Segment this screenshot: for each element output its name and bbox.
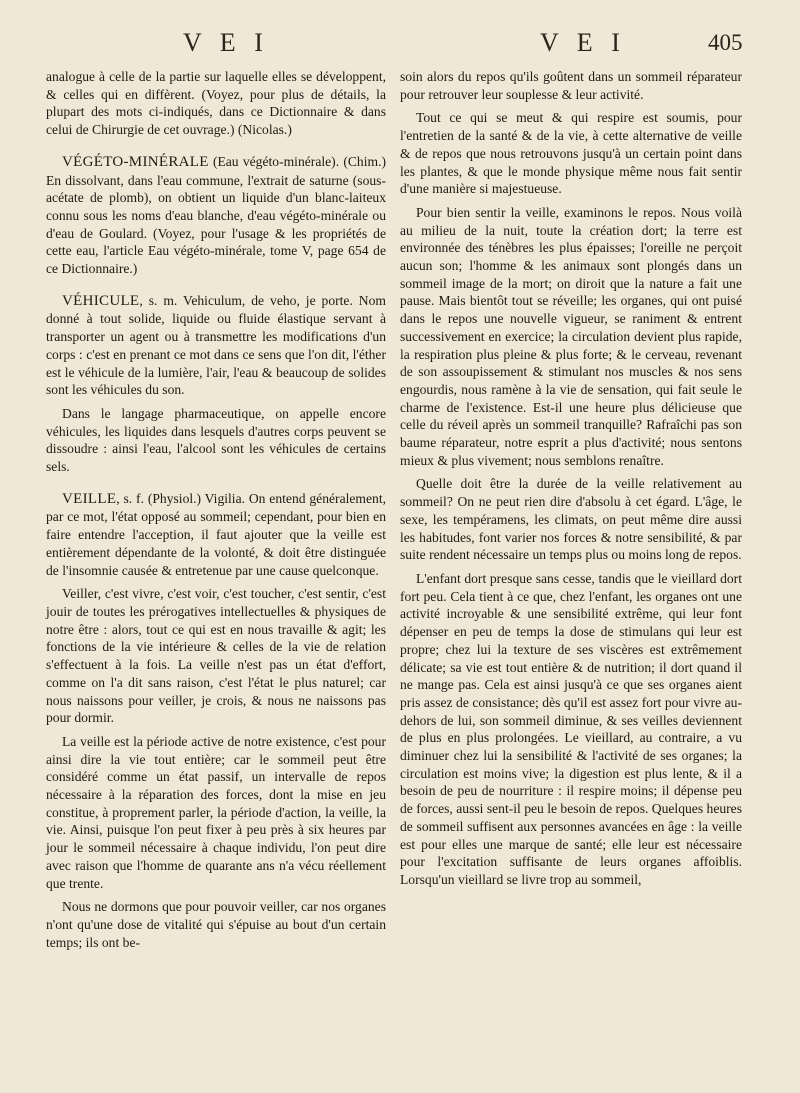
entry-headword: VÉGÉTO-MINÉRALE [62, 153, 209, 170]
right-column [400, 68, 742, 895]
paragraph-text: soin alors du repos qu'ils goûtent dans un sommeil réparateur pour retrouver leur souplesse & leur activité. [400, 69, 742, 102]
paragraph-text: , s. m. Vehiculum, de veho, je porte. Nom donné à tout solide, liquide ou fluide élastique servant à transporter un agent ou à transmettre les modifications d'un corps : c'est en prenant ce mot dans ce sens que l'on dit, l'éther est le véhicule de la lumière, l'air, l'eau & beaucoup de solides sont les véhicules du son. [46, 292, 386, 398]
paragraph-text: , s. f. (Physiol.) Vigilia. On entend généralement, par ce mot, l'état opposé au sommeil; cependant, pour bien en faire entendre l'acception, il faut ajouter que la veille est entièrement dépendante de la volonté, & doit être distinguée de l'insomnie causée & entretenue par une cause quelconque. [46, 490, 386, 578]
paragraph-text: Dans le langage pharmaceutique, on appelle encore véhicules, les liquides dans lesquels d'autres corps peuvent se dissoudre : ainsi l'eau, l'alcool sont les véhicules de certains sels. [46, 405, 386, 475]
paragraph-text: analogue à celle de la partie sur laquelle elles se développent, & celles qui en diffèrent. (Voyez, pour plus de détails, la plupart des mots ci-indiqués, dans ce Dictionnaire & dans celui de Chirurgie de cet ouvrage.) (Nicolas.) [46, 69, 386, 138]
dictionary-entry [46, 153, 386, 278]
paragraph-text: (Eau végéto-minérale). (Chim.) En dissolvant, dans l'eau commune, l'extrait de saturne (sous-acétate de plomb), on obtient un liquide d'un blanc-laiteux connu sous les noms d'eau blanche, d'eau végéto-minérale ou d'eau de Goulard. (Voyez, pour l'usage & les propriétés de cette eau, l'article Eau végéto-minérale, tome V, page 654 de ce Dictionnaire.) [46, 153, 386, 277]
paragraph-text: La veille est la période active de notre existence, c'est pour ainsi dire la vie tout entière; car le sommeil peut être considéré comme un état passif, un intervalle de repos nécessaire à la réparation des forces, dont la mise en jeu constitue, à proprement parler, la période d'action, la veille, la vie. Ainsi, puisque l'on peut fixer à peu près à six heures par jour le sommeil nécessaire à chaque individu, l'on peut dire avec raison que l'homme de quarante ans n'a vécu réellement que trente. [46, 733, 386, 891]
entry-headword: VEILLE [62, 490, 117, 507]
running-head-left: V E I [183, 28, 269, 57]
body-paragraph [46, 898, 386, 951]
continuation-paragraph [400, 68, 742, 103]
body-paragraph [400, 204, 742, 470]
body-paragraph [46, 405, 386, 476]
running-head-right: V E I [540, 28, 626, 57]
dictionary-entry [46, 292, 386, 399]
body-paragraph [46, 733, 386, 892]
continuation-paragraph [46, 68, 386, 139]
body-paragraph [46, 585, 386, 727]
body-paragraph [400, 570, 742, 889]
paragraph-text: L'enfant dort presque sans cesse, tandis que le vieillard dort fort peu. Cela tient à ce que, chez l'enfant, les organes ont une activité incroyable & une sensibilité extrême, qui leur font dépenser en peu de temps la dose de stimulans qui leur est propre; chez lui la texture de ses viscères est extrêmement délicate; sa vie est tout entière & de nutrition; il dort quand il ne mange pas. Cela est ainsi jusqu'à ce que ses organes aient pris assez de consistance; dès qu'il est assez fort pour vivre au-dehors de lui, son sommeil diminue, & ses veilles deviennent de plus en plus prolongées. Le vieillard, au contraire, a vu diminuer chez lui la sensibilité & l'activité de ses organes; la circulation est moins vive; la digestion est plus lente, & il a besoin de peu de nourriture : il respire moins; il dépense peu de forces, aussi sent-il peu le besoin de repos. Quelques heures de sommeil suffisent aux personnes avancées en âge : la veille est pour elles une marque de santé; elle leur est nécessaire pour l'excitation suffisante de leurs organes affoiblis. Lorsqu'un vieillard se livre trop au sommeil, [400, 570, 743, 887]
dictionary-entry [46, 490, 386, 580]
body-paragraph [400, 475, 742, 564]
paragraph-text: Pour bien sentir la veille, examinons le repos. Nous voilà au milieu de la nuit, toute la création dort; la terre est environnée des ténèbres les plus épaisses; l'oreille ne perçoit aucun son; l'homme & les animaux sont plongés dans un sommeil image de la mort; on diroit que la nature a fait une pause. Mais bientôt tout se réveille; les organes, qui ont puisé dans le repos une nouvelle vigueur, se raniment & entrent successivement en exercice; la circulation devient plus rapide, la respiration plus pleine & plus forte; & le cerveau, revenant de son assoupissement & stimulant nos muscles & nos sens engourdis, nous ramène à la vie de sensation, qui fait seule le charme de l'existence. Est-il une heure plus délicieuse que celle du réveil après un sommeil tranquille? Rafraîchi pas son baume réparateur, notre esprit a plus d'activité; nous sentons mieux & plus vivement; nous semblons renaître. [400, 204, 742, 468]
page-number: 405 [708, 30, 743, 55]
paragraph-text: Nous ne dormons que pour pouvoir veiller, car nos organes n'ont qu'une dose de vitalité qui s'épuise au bout d'un certain temps; ils ont be- [46, 899, 386, 950]
paragraph-text: Tout ce qui se meut & qui respire est soumis, pour l'entretien de la santé & de la vie, à cette alternative de veille & de repos que nous retrouvons jusqu'à un certain point dans les plantes, & que le monde physique même nous fait sentir d'une manière si majestueuse. [400, 110, 742, 197]
entry-headword: VÉHICULE [62, 292, 140, 309]
body-paragraph [400, 109, 742, 198]
paragraph-text: Veiller, c'est vivre, c'est voir, c'est toucher, c'est sentir, c'est jouir de toutes les prérogatives intellectuelles & physiques de notre être : alors, tout ce qui est en nous travaille & agit; les fonctions de la vie intérieure & celles de la vie de relation s'effectuent à la fois. La veille n'est pas un état d'effort, comme on l'a dit sans raison, c'est l'état le plus naturel; car nous naissons pour veiller, je crois, & nous ne naissons pas pour dormir. [46, 586, 386, 726]
left-column [46, 68, 386, 957]
paragraph-text: Quelle doit être la durée de la veille relativement au sommeil? On ne peut rien dire d'absolu à cet égard. L'âge, le sexe, les tempéramens, les climats, on peut même dire aussi les habitudes, font varier nos forces & notre sensibilité, & par suite rendent nécessaire un temps plus ou moins long de repos. [400, 476, 742, 563]
